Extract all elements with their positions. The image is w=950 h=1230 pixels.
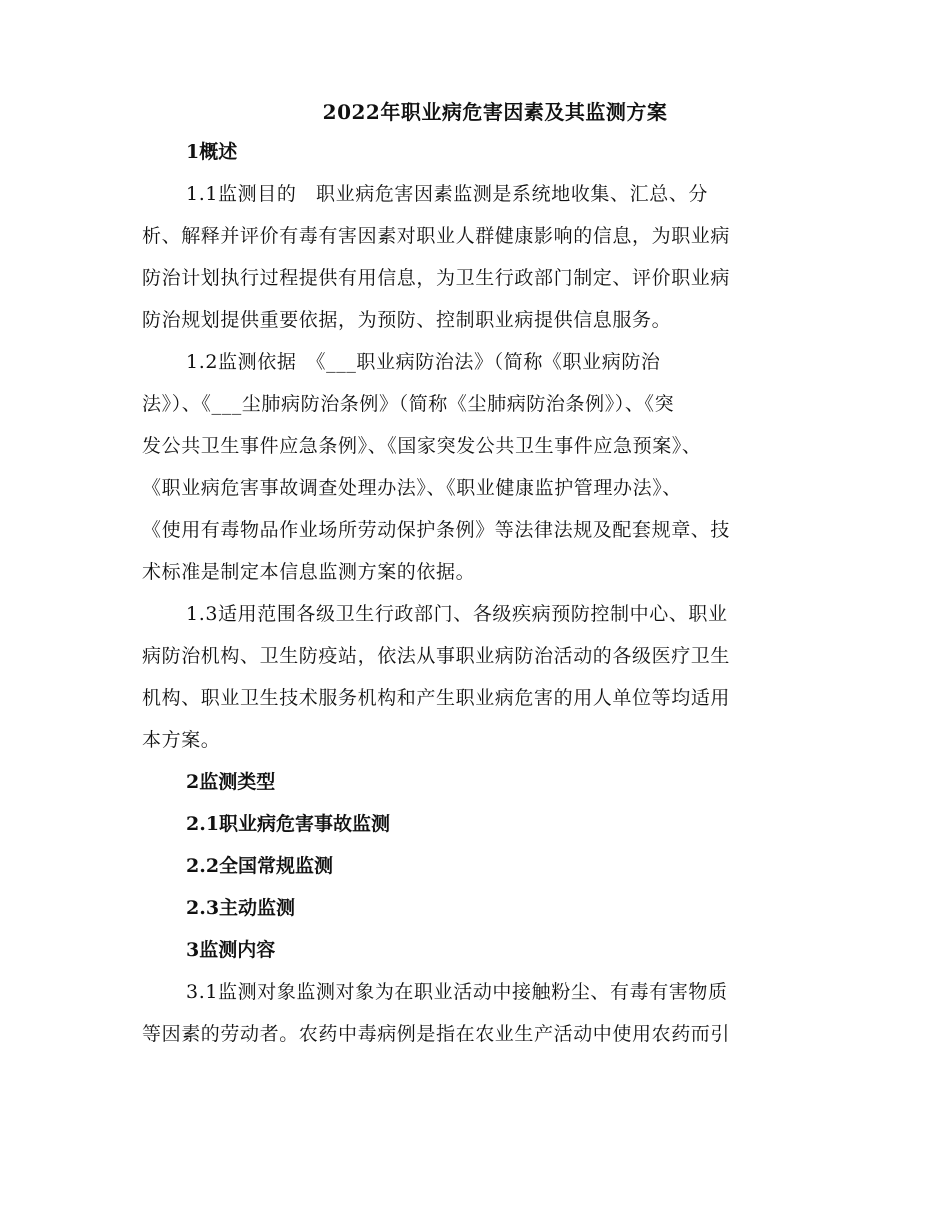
document-body xyxy=(142,131,802,1055)
text-line: 析、解释并评价有毒有害因素对职业人群健康影响的信息，为职业病 xyxy=(142,225,731,247)
subsection-heading-2-3: 2.3主动监测 xyxy=(186,897,296,919)
text-line: 机构、职业卫生技术服务机构和产生职业病危害的用人单位等均适用 xyxy=(142,687,731,709)
text-line: 法》）、《___尘肺病防治条例》（简称《尘肺病防治条例》）、《突 xyxy=(142,393,675,415)
subsection-heading-2-2: 2.2全国常规监测 xyxy=(186,855,334,877)
text-line: 防治计划执行过程提供有用信息，为卫生行政部门制定、评价职业病 xyxy=(142,267,731,289)
section-heading-1: 1概述 xyxy=(186,141,238,163)
text-line: 《职业病危害事故调查处理办法》、《职业健康监护管理办法》、 xyxy=(142,477,682,499)
section-heading-3: 3监测内容 xyxy=(186,939,276,961)
text-line: 病防治机构、卫生防疫站，依法从事职业病防治活动的各级医疗卫生 xyxy=(142,645,731,667)
text-line: 1.1监测目的 职业病危害因素监测是系统地收集、汇总、分 xyxy=(186,183,709,205)
text-line: 《使用有毒物品作业场所劳动保护条例》等法律法规及配套规章、技 xyxy=(142,519,731,541)
text-line: 1.3适用范围各级卫生行政部门、各级疾病预防控制中心、职业 xyxy=(186,603,728,625)
paragraph-1-3 xyxy=(142,593,802,761)
text-line: 本方案。 xyxy=(142,729,221,751)
section-heading-2: 2监测类型 xyxy=(186,771,276,793)
paragraph-3-1 xyxy=(142,971,802,1055)
text-line: 术标准是制定本信息监测方案的依据。 xyxy=(142,561,476,583)
text-line: 防治规划提供重要依据，为预防、控制职业病提供信息服务。 xyxy=(142,309,672,331)
text-line: 等因素的劳动者。农药中毒病例是指在农业生产活动中使用农药而引 xyxy=(142,1023,731,1045)
paragraph-1-2 xyxy=(142,341,802,593)
subsection-heading-2-1: 2.1职业病危害事故监测 xyxy=(186,813,391,835)
text-line: 发公共卫生事件应急条例》、《国家突发公共卫生事件应急预案》、 xyxy=(142,435,702,457)
text-line: 1.2监测依据 《___职业病防治法》（简称《职业病防治 xyxy=(186,351,661,373)
document-title: 2022年职业病危害因素及其监测方案 xyxy=(322,100,668,124)
text-line: 3.1监测对象监测对象为在职业活动中接触粉尘、有毒有害物质 xyxy=(186,981,728,1003)
paragraph-1-1 xyxy=(142,173,802,341)
